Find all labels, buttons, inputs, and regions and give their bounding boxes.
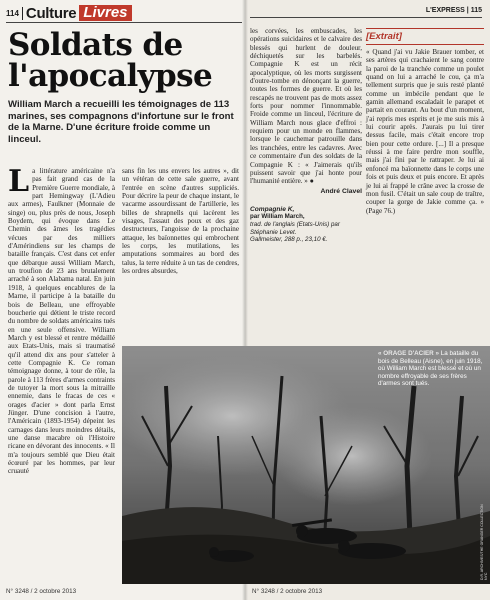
extract-box xyxy=(366,28,484,215)
article-column-3 xyxy=(250,27,362,244)
extract-title: [Extrait] xyxy=(366,28,484,45)
book-title: Compagnie K, xyxy=(250,205,295,213)
magazine-name: L'EXPRESS xyxy=(425,7,465,14)
article-column-2 xyxy=(122,167,239,275)
issue-footer-left: N° 3248 / 2 octobre 2013 xyxy=(6,588,77,595)
article-author: André Clavel xyxy=(320,187,362,195)
book-publisher: Gallmeister, 288 p., 23,10 €. xyxy=(250,236,328,244)
page-number-right: 115 xyxy=(470,7,482,14)
header-rule-right xyxy=(250,17,482,18)
article-title: Soldats de l'apocalypse xyxy=(8,27,213,94)
book-translator: trad. de l'anglais (Etats-Unis) par Stéphanie Levet. xyxy=(250,221,340,236)
column-1-text: a littérature américaine n'a pas fait grand cas de la Première Guerre mondiale, à part Hemingway (L'Adieu aux armes), Faulkner (Monnaie de singe) ou, plus près de nous, Joseph Boydem, qui évoque dans Le Chemin des âmes les tragédies vécues par des milliers d'Amérindiens sur les champs de bataille français. C'est dans cet enfer que débarque aussi William March, un troufion de 23 ans brutalement arraché à son Alabama natal. En juin 1918, à quelques encablures de la Marne, il participe à la bataille du bois de Belleau, une effroyable boucherie qui détient le triste record du nombre de soldats américains tués en une seule offensive. William March y est blessé et rentre médaillé aux Etats-Unis, mais si traumatisé qu'il attend dix ans pour s'atteler à cette Compagnie K. Ce roman témoignage donne, à tour de rôle, la parole à 113 frères d'armes contraints de tutoyer la mort sous la mitraille ennemie, dans le fracas de ces « orages d'acier » dont parla Ernst Jünger. D'une concision à l'autre, l'Américain (1893-1954) dépeint les carnages dans leurs moindres détails, une danse macabre où l'Histoire ricane en dévorant des innocents. « Il m'a toujours semblé que Dieu était écœuré par les hommes, par leur cruauté xyxy=(8,167,115,476)
caption-text: La bataille du bois de Belleau (Aisne), en juin 1918, où William March est blessé et où un nombre effroyable de ses frères d'armes sont tués. xyxy=(378,350,483,388)
photo-credit: D.R. ARCHIVES/THE GRANGER COLLECTION NYC xyxy=(480,504,488,580)
header-separator xyxy=(22,7,23,20)
extract-text: « Quand j'ai vu Jakie Brauer tomber, et ses artères qui crachaient le sang contre la paroi de la tranchée comme un poulet quand on lui a arraché le cou, ça m'a tellement surpris que je suis resté planté comme un imbécile pendant que le gamin allemand escaladait le parapet et partait en courant. Au bout d'un moment, j'ai repris mes esprits et je me suis mis à lui courir après. J'aurais pu lui tirer dessus facile, mais c'était encore trop bien pour cette ordure. [...] Il a presque réussi à me faire perdre mon souffle, mais j'ai fini par le rattraper. Je lui ai enfoncé ma baïonnette dans le corps une fois et puis deux et puis encore. Et après je lui ai frappé le crâne avec la crosse de mon fusil. C'était un sale coup de traître, couper la gorge de Jakie comme ça. » (Page 76.) xyxy=(366,48,484,215)
photo-caption xyxy=(378,350,486,388)
book-credit xyxy=(250,206,362,244)
column-3-text: les corvées, les embuscades, les opérations suicidaires et le calvaire des blessés qui hurlent de douleur, déchiquetés sur les barbelés. Compagnie K est un récit apocalyptique, où les morts surgissent d'outre-tombe en dénonçant la guerre, toutes les formes de guerre. Et où les rescapés ne trouvent pas de mots assez forts pour nommer l'innommable. Froide comme un linceul, l'écriture de William March nous glace d'effroi : requiem pour un monde en flammes, lorsque le cauchemar patrouille dans les tranchées, entre les cadavres. Avec ce commentaire d'un des soldats de la Compagnie K : « J'aimerais qu'ils puissent savoir que j'ai honte pour l'humanité entière. » ● xyxy=(250,27,362,186)
section-rubric: Culture xyxy=(25,4,77,22)
column-2-text: sans fin les uns envers les autres », dit un vétéran de cette sale guerre, avant l'entrée en scène d'autres suppliciés. Pour décrire la peur de chaque instant, le vacarme assourdissant de l'artillerie, les billes de shrapnells qui lacèrent les visages, l'assaut des poux et des gaz destructeurs, l'angoisse de la prochaine attaque, les baïonnettes qui embrochent les corps, les mutilations, les amputations sommaires au bord des talus, la terre réduite à un tas de cendres, les ordres absurdes, xyxy=(122,167,239,276)
drop-cap: L xyxy=(8,164,30,199)
page-number-left: 114 xyxy=(6,8,19,18)
section-subrubric: Livres xyxy=(79,5,131,21)
caption-label: « ORAGE D'ACIER » xyxy=(378,350,439,357)
article-column-1 xyxy=(8,164,115,476)
article-deck: William March a recueilli les témoignages de 113 marines, ses compagnons d'infortune sur le front de la Marne. D'une écriture froide comme un linceul. xyxy=(8,99,234,145)
issue-footer-right: N° 3248 / 2 octobre 2013 xyxy=(252,588,323,595)
header-rule-left xyxy=(6,22,242,23)
section-header xyxy=(6,5,132,21)
magazine-header: L'EXPRESS | 115 xyxy=(425,7,482,14)
book-author: par William March, xyxy=(250,213,305,221)
